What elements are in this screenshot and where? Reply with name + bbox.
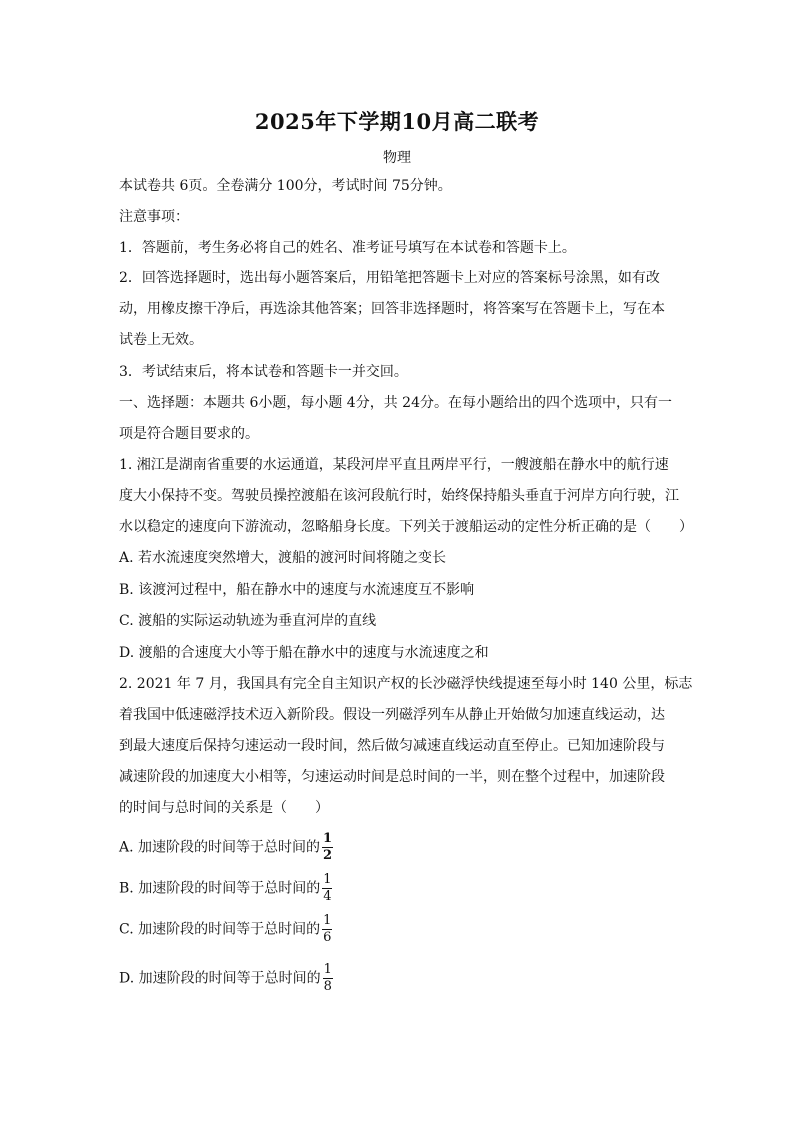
intro-line: 本试卷共 6页。全卷满分 100分，考试时间 75分钟。 (119, 178, 452, 194)
q2-option-a (119, 832, 333, 863)
q2-stem-line-5: 的时间与总时间的关系是（ ） (119, 800, 329, 816)
q1-option-d: D. 渡船的合速度大小等于船在静水中的速度与水流速度之和 (119, 645, 489, 661)
notice-item-3: 3．考试结束后，将本试卷和答题卡一并交回。 (119, 364, 408, 380)
fraction-denominator: 8 (323, 979, 332, 994)
q2-option-c-fraction (322, 914, 332, 945)
q2-stem-line-1: 2. 2021 年 7 月，我国具有完全自主知识产权的长沙磁浮快线提速至每小时 140 公里，标志 (119, 676, 693, 692)
section-heading-line-1: 一、选择题：本题共 6小题，每小题 4分，共 24分。在每小题给出的四个选项中，只有一 (119, 395, 672, 411)
q1-option-b: B. 该渡河过程中，船在静水中的速度与水流速度互不影响 (119, 582, 475, 598)
fraction-denominator: 4 (323, 889, 332, 904)
q1-stem-line-1: 1. 湘江是湖南省重要的水运通道，某段河岸平直且两岸平行，一艘渡船在静水中的航行速 (119, 457, 669, 473)
q2-option-d (119, 963, 333, 994)
fraction-numerator: 1 (323, 913, 332, 928)
notice-item-2-line-1: 2．回答选择题时，选出每小题答案后，用铅笔把答题卡上对应的答案标号涂黑，如有改 (119, 270, 660, 286)
notice-item-1: 1．答题前，考生务必将自己的姓名、准考证号填写在本试卷和答题卡上。 (119, 240, 576, 256)
q2-stem-line-4: 减速阶段的加速度大小相等，匀速运动时间是总时间的一半，则在整个过程中，加速阶段 (119, 769, 665, 785)
q2-stem-line-3: 到最大速度后保持匀速运动一段时间，然后做匀减速直线运动直至停止。已知加速阶段与 (119, 738, 665, 754)
q2-stem-line-2: 着我国中低速磁浮技术迈入新阶段。假设一列磁浮列车从静止开始做匀加速直线运动，达 (119, 707, 665, 723)
exam-title: 2025年下学期10月高二联考 (254, 109, 540, 134)
subject-label: 物理 (383, 150, 411, 166)
notice-title: 注意事项： (119, 209, 189, 225)
fraction-denominator: 2 (323, 848, 333, 863)
q2-option-d-fraction (323, 963, 333, 994)
q1-stem-line-2: 度大小保持不变。驾驶员操控渡船在该河段航行时，始终保持船头垂直于河岸方向行驶，江 (119, 488, 679, 504)
q2-option-a-fraction (322, 832, 333, 863)
q2-option-c-text: C. 加速阶段的时间等于总时间的 (119, 921, 321, 938)
q1-stem-line-3: 水以稳定的速度向下游流动，忽略船身长度。下列关于渡船运动的定性分析正确的是（ ） (119, 519, 693, 535)
notice-item-2-line-3: 试卷上无效。 (119, 332, 203, 348)
fraction-numerator: 1 (323, 831, 333, 846)
fraction-numerator: 1 (323, 962, 332, 977)
notice-item-2-line-2: 动，用橡皮擦干净后，再选涂其他答案；回答非选择题时，将答案写在答题卡上，写在本 (119, 301, 665, 317)
fraction-numerator: 1 (323, 872, 332, 887)
q1-option-c: C. 渡船的实际运动轨迹为垂直河岸的直线 (119, 613, 377, 629)
q2-option-b-fraction (322, 873, 332, 904)
section-heading-line-2: 项是符合题目要求的。 (119, 426, 259, 442)
q2-option-d-text: D. 加速阶段的时间等于总时间的 (119, 970, 321, 987)
q2-option-c (119, 914, 332, 945)
q2-option-b-text: B. 加速阶段的时间等于总时间的 (119, 880, 321, 897)
q2-option-a-text: A. 加速阶段的时间等于总时间的 (119, 839, 321, 856)
fraction-denominator: 6 (323, 930, 332, 945)
q2-option-b (119, 873, 332, 904)
q1-option-a: A. 若水流速度突然增大，渡船的渡河时间将随之变长 (119, 550, 447, 566)
